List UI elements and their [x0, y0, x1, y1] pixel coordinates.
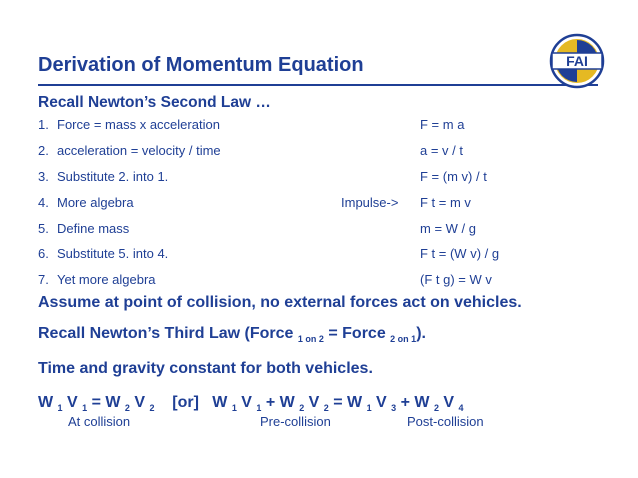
- force-subscript-2: 2 on 1: [390, 334, 417, 344]
- eq-term: = W: [87, 394, 125, 411]
- eq-term: V: [62, 394, 83, 411]
- eq-subscript: 1: [57, 403, 63, 413]
- eq-term: + W: [396, 394, 434, 411]
- eq-term: V: [129, 394, 150, 411]
- step-row: [38, 246, 618, 266]
- step-text: Substitute 2. into 1.: [57, 169, 169, 184]
- step-number: 3.: [38, 169, 49, 184]
- eq-subscript: 2: [433, 403, 439, 413]
- step-row: [38, 143, 618, 163]
- step-equation: (F t g) = W v: [420, 272, 492, 287]
- eq-subscript: 2: [149, 403, 155, 413]
- logo-text: FAI: [566, 53, 588, 69]
- step-equation: m = W / g: [420, 221, 476, 236]
- eq-subscript: 3: [391, 403, 397, 413]
- fai-logo: [548, 32, 606, 90]
- eq-term: V: [304, 394, 324, 411]
- step-text: Yet more algebra: [57, 272, 156, 287]
- step-equation: F t = m v: [420, 195, 471, 210]
- section-subtitle: Recall Newton’s Second Law …: [38, 94, 271, 111]
- step-number: 2.: [38, 143, 49, 158]
- step-text: More algebra: [57, 195, 134, 210]
- eq-subscript: 1: [231, 403, 237, 413]
- step-number: 6.: [38, 246, 49, 261]
- caption-post-collision: Post-collision: [407, 414, 484, 429]
- step-equation: F = m a: [420, 117, 465, 132]
- constant-line: Time and gravity constant for both vehicles.: [38, 360, 373, 377]
- eq-subscript: 1: [82, 403, 88, 413]
- step-number: 4.: [38, 195, 49, 210]
- step-row: [38, 221, 618, 241]
- step-number: 1.: [38, 117, 49, 132]
- step-row: [38, 117, 618, 137]
- step-text: Define mass: [57, 221, 130, 236]
- eq-term: V: [438, 394, 459, 411]
- eq-subscript: 2: [299, 403, 305, 413]
- third-law-prefix: Recall Newton’s Third Law (Force: [38, 325, 298, 342]
- step-text: Force = mass x acceleration: [57, 117, 220, 132]
- caption-pre-collision: Pre-collision: [260, 414, 331, 429]
- eq-term: V: [371, 394, 392, 411]
- step-row: [38, 195, 618, 215]
- momentum-equation: [38, 394, 464, 413]
- step-text: Substitute 5. into 4.: [57, 246, 169, 261]
- step-equation: F t = (W v) / g: [420, 246, 500, 261]
- eq-subscript: 1: [256, 403, 262, 413]
- step-number: 7.: [38, 272, 49, 287]
- eq-subscript: 2: [124, 403, 130, 413]
- step-equation: F = (m v) / t: [420, 169, 487, 184]
- slide-title: Derivation of Momentum Equation: [38, 54, 364, 76]
- eq-subscript: 4: [458, 403, 464, 413]
- eq-term: W: [38, 394, 58, 411]
- third-law-mid: = Force: [323, 325, 391, 342]
- eq-term: = W: [328, 394, 367, 411]
- eq-subscript: 2: [323, 403, 329, 413]
- step-row: [38, 169, 618, 189]
- step-number: 5.: [38, 221, 49, 236]
- eq-term: + W: [261, 394, 300, 411]
- third-law-line: [38, 325, 426, 344]
- title-divider: [38, 84, 598, 86]
- eq-term: V: [236, 394, 257, 411]
- third-law-suffix: ).: [416, 325, 426, 342]
- step-equation: a = v / t: [420, 143, 463, 158]
- eq-term: [or] W: [154, 394, 232, 411]
- step-text: acceleration = velocity / time: [57, 143, 221, 158]
- caption-at-collision: At collision: [68, 414, 131, 429]
- eq-subscript: 1: [366, 403, 372, 413]
- step-row: [38, 272, 618, 292]
- force-subscript-1: 1 on 2: [297, 334, 324, 344]
- impulse-label: Impulse->: [341, 195, 399, 210]
- assumption-line: Assume at point of collision, no external forces act on vehicles.: [38, 294, 522, 311]
